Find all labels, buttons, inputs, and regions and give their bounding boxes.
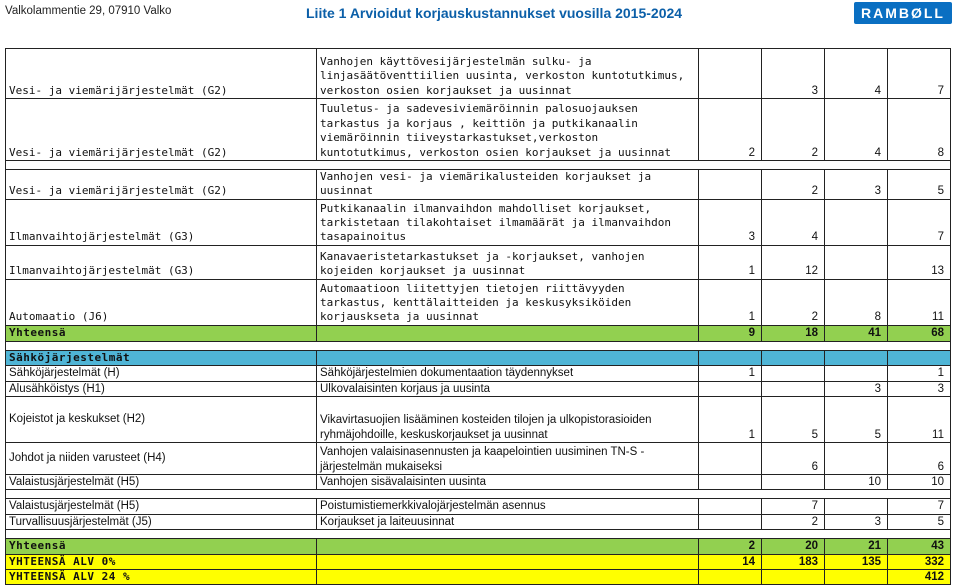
- value-cell: 5: [888, 170, 951, 200]
- value-cell: 2: [762, 514, 825, 529]
- value-cell: 1: [699, 397, 762, 443]
- subtotal-label: Yhteensä: [6, 325, 317, 341]
- value-cell: [762, 366, 825, 381]
- table-row: [6, 199, 951, 245]
- grand-total-vat-value: 412: [888, 570, 951, 585]
- value-cell: [762, 475, 825, 490]
- desc-cell: Sähköjärjestelmien dokumentaation täydennykset: [317, 366, 699, 381]
- desc-cell: Vanhojen vesi- ja viemärikalusteiden korjaukset ja uusinnat: [317, 170, 699, 200]
- value-cell: 2: [762, 279, 825, 325]
- value-cell: 3: [699, 199, 762, 245]
- value-cell: 3: [825, 381, 888, 396]
- page-header: [0, 0, 960, 30]
- value-cell: 6: [762, 443, 825, 475]
- system-cell: Ilmanvaihtojärjestelmät (G3): [6, 245, 317, 279]
- system-cell: Vesi- ja viemärijärjestelmät (G2): [6, 49, 317, 99]
- desc-cell: Vanhojen sisävalaisinten uusinta: [317, 475, 699, 490]
- spacer-row: [6, 341, 951, 350]
- value-cell: 13: [888, 245, 951, 279]
- value-cell: 4: [825, 49, 888, 99]
- spacer-row: [6, 490, 951, 499]
- value-cell: 6: [888, 443, 951, 475]
- subtotal-label: Yhteensä: [6, 539, 317, 554]
- desc-cell: Ulkovalaisinten korjaus ja uusinta: [317, 381, 699, 396]
- empty-cell: [825, 350, 888, 365]
- value-cell: [825, 245, 888, 279]
- ramboll-logo: RAMBØLL: [854, 2, 952, 24]
- value-cell: [699, 49, 762, 99]
- value-cell: 1: [888, 366, 951, 381]
- table-row: [6, 279, 951, 325]
- value-cell: 7: [762, 499, 825, 514]
- header-title: Liite 1 Arvioidut korjauskustannukset vuosilla 2015-2024: [306, 5, 683, 21]
- desc-cell: Korjaukset ja laiteuusinnat: [317, 514, 699, 529]
- value-cell: 3: [825, 170, 888, 200]
- table-row: [6, 99, 951, 161]
- table-row: [6, 514, 951, 529]
- grand-total-value: 14: [699, 554, 762, 569]
- value-cell: [699, 381, 762, 396]
- value-cell: 2: [762, 99, 825, 161]
- value-cell: 4: [825, 99, 888, 161]
- value-cell: 7: [888, 499, 951, 514]
- value-cell: 1: [699, 279, 762, 325]
- table-row: [6, 366, 951, 381]
- subtotal-value: 9: [699, 325, 762, 341]
- value-cell: 2: [699, 99, 762, 161]
- subtotal-value: 43: [888, 539, 951, 554]
- value-cell: [825, 199, 888, 245]
- grand-total-label: YHTEENSÄ ALV 0%: [6, 554, 317, 569]
- grand-total-vat-label: YHTEENSÄ ALV 24 %: [6, 570, 317, 585]
- table-row: [6, 499, 951, 514]
- grand-total-value: 135: [825, 554, 888, 569]
- value-cell: 1: [699, 245, 762, 279]
- desc-cell: Vanhojen käyttövesijärjestelmän sulku- ja linjasäätöventtiilien uusinta, verkoston kuntotutkimus, verkoston osien korjaukset ja uusinnat: [317, 49, 699, 99]
- value-cell: 7: [888, 199, 951, 245]
- grand-total-vat-row: [6, 570, 951, 585]
- value-cell: [699, 475, 762, 490]
- grand-total-value: 332: [888, 554, 951, 569]
- empty-cell: [317, 554, 699, 569]
- grand-total-value: 183: [762, 554, 825, 569]
- desc-cell: Putkikanaalin ilmanvaihdon mahdolliset korjaukset, tarkistetaan tilakohtaiset ilmamäärät ja ilmanvaihdon tasapainoitus: [317, 199, 699, 245]
- desc-cell: Vanhojen valaisinasennusten ja kaapelointien uusiminen TN-S -järjestelmän mukaiseksi: [317, 443, 699, 475]
- empty-cell: [317, 570, 699, 585]
- desc-cell: Vikavirtasuojien lisääminen kosteiden tilojen ja ulkopistorasioiden ryhmäjohdoille, keskuskorjaukset ja uusinnat: [317, 397, 699, 443]
- value-cell: 7: [888, 49, 951, 99]
- empty-cell: [317, 325, 699, 341]
- empty-cell: [317, 539, 699, 554]
- desc-cell: Kanavaeristetarkastukset ja -korjaukset, vanhojen kojeiden korjaukset ja uusinnat: [317, 245, 699, 279]
- table-row: [6, 397, 951, 443]
- value-cell: [699, 443, 762, 475]
- empty-cell: [317, 350, 699, 365]
- value-cell: 5: [888, 514, 951, 529]
- value-cell: [699, 499, 762, 514]
- system-cell: Alusähköistys (H1): [6, 381, 317, 396]
- cost-table: [5, 48, 951, 585]
- system-cell: Johdot ja niiden varusteet (H4): [6, 443, 317, 475]
- empty-cell: [699, 350, 762, 365]
- desc-cell: Poistumistiemerkkivalojärjestelmän asennus: [317, 499, 699, 514]
- system-cell: Ilmanvaihtojärjestelmät (G3): [6, 199, 317, 245]
- system-cell: Valaistusjärjestelmät (H5): [6, 475, 317, 490]
- value-cell: [825, 499, 888, 514]
- system-cell: Valaistusjärjestelmät (H5): [6, 499, 317, 514]
- value-cell: 11: [888, 279, 951, 325]
- grand-total-row: [6, 554, 951, 569]
- subtotal-value: 18: [762, 325, 825, 341]
- value-cell: [699, 170, 762, 200]
- grand-total-vat-value: [825, 570, 888, 585]
- subtotal-row: [6, 325, 951, 341]
- table-row: [6, 443, 951, 475]
- empty-cell: [888, 350, 951, 365]
- value-cell: 10: [888, 475, 951, 490]
- desc-cell: Tuuletus- ja sadevesiviemäröinnin palosuojauksen tarkastus ja korjaus , keittiön ja putkikanaalin viemäröinnin tiiveystarkastukset,verkoston kuntotutkimus, verkoston osien korjaukset ja uusinnat: [317, 99, 699, 161]
- subtotal-value: 68: [888, 325, 951, 341]
- system-cell: Vesi- ja viemärijärjestelmät (G2): [6, 170, 317, 200]
- value-cell: [825, 443, 888, 475]
- value-cell: 10: [825, 475, 888, 490]
- table-row: [6, 475, 951, 490]
- value-cell: 3: [762, 49, 825, 99]
- grand-total-vat-value: [699, 570, 762, 585]
- table-row: [6, 170, 951, 200]
- spacer-row: [6, 161, 951, 170]
- subtotal-value: 20: [762, 539, 825, 554]
- header-address: Valkolammentie 29, 07910 Valko: [5, 5, 172, 17]
- value-cell: 11: [888, 397, 951, 443]
- value-cell: 4: [762, 199, 825, 245]
- value-cell: 2: [762, 170, 825, 200]
- empty-cell: [762, 350, 825, 365]
- system-cell: Automaatio (J6): [6, 279, 317, 325]
- value-cell: 3: [825, 514, 888, 529]
- table-row: [6, 49, 951, 99]
- value-cell: 1: [699, 366, 762, 381]
- value-cell: 8: [888, 99, 951, 161]
- value-cell: [762, 381, 825, 396]
- subtotal-value: 2: [699, 539, 762, 554]
- value-cell: [825, 366, 888, 381]
- subtotal-value: 21: [825, 539, 888, 554]
- desc-cell: Automaatioon liitettyjen tietojen riittävyyden tarkastus, kenttälaitteiden ja keskusyksiköiden korjauskseta ja uusinnat: [317, 279, 699, 325]
- table-row: [6, 245, 951, 279]
- spacer-row: [6, 530, 951, 539]
- section-header-row: [6, 350, 951, 365]
- section-title: Sähköjärjestelmät: [6, 350, 317, 365]
- system-cell: Kojeistot ja keskukset (H2): [6, 397, 317, 443]
- system-cell: Turvallisuusjärjestelmät (J5): [6, 514, 317, 529]
- subtotal-row: [6, 539, 951, 554]
- system-cell: Sähköjärjestelmät (H): [6, 366, 317, 381]
- value-cell: 3: [888, 381, 951, 396]
- value-cell: 5: [825, 397, 888, 443]
- value-cell: [699, 514, 762, 529]
- value-cell: 8: [825, 279, 888, 325]
- grand-total-vat-value: [762, 570, 825, 585]
- system-cell: Vesi- ja viemärijärjestelmät (G2): [6, 99, 317, 161]
- table-row: [6, 381, 951, 396]
- subtotal-value: 41: [825, 325, 888, 341]
- value-cell: 12: [762, 245, 825, 279]
- value-cell: 5: [762, 397, 825, 443]
